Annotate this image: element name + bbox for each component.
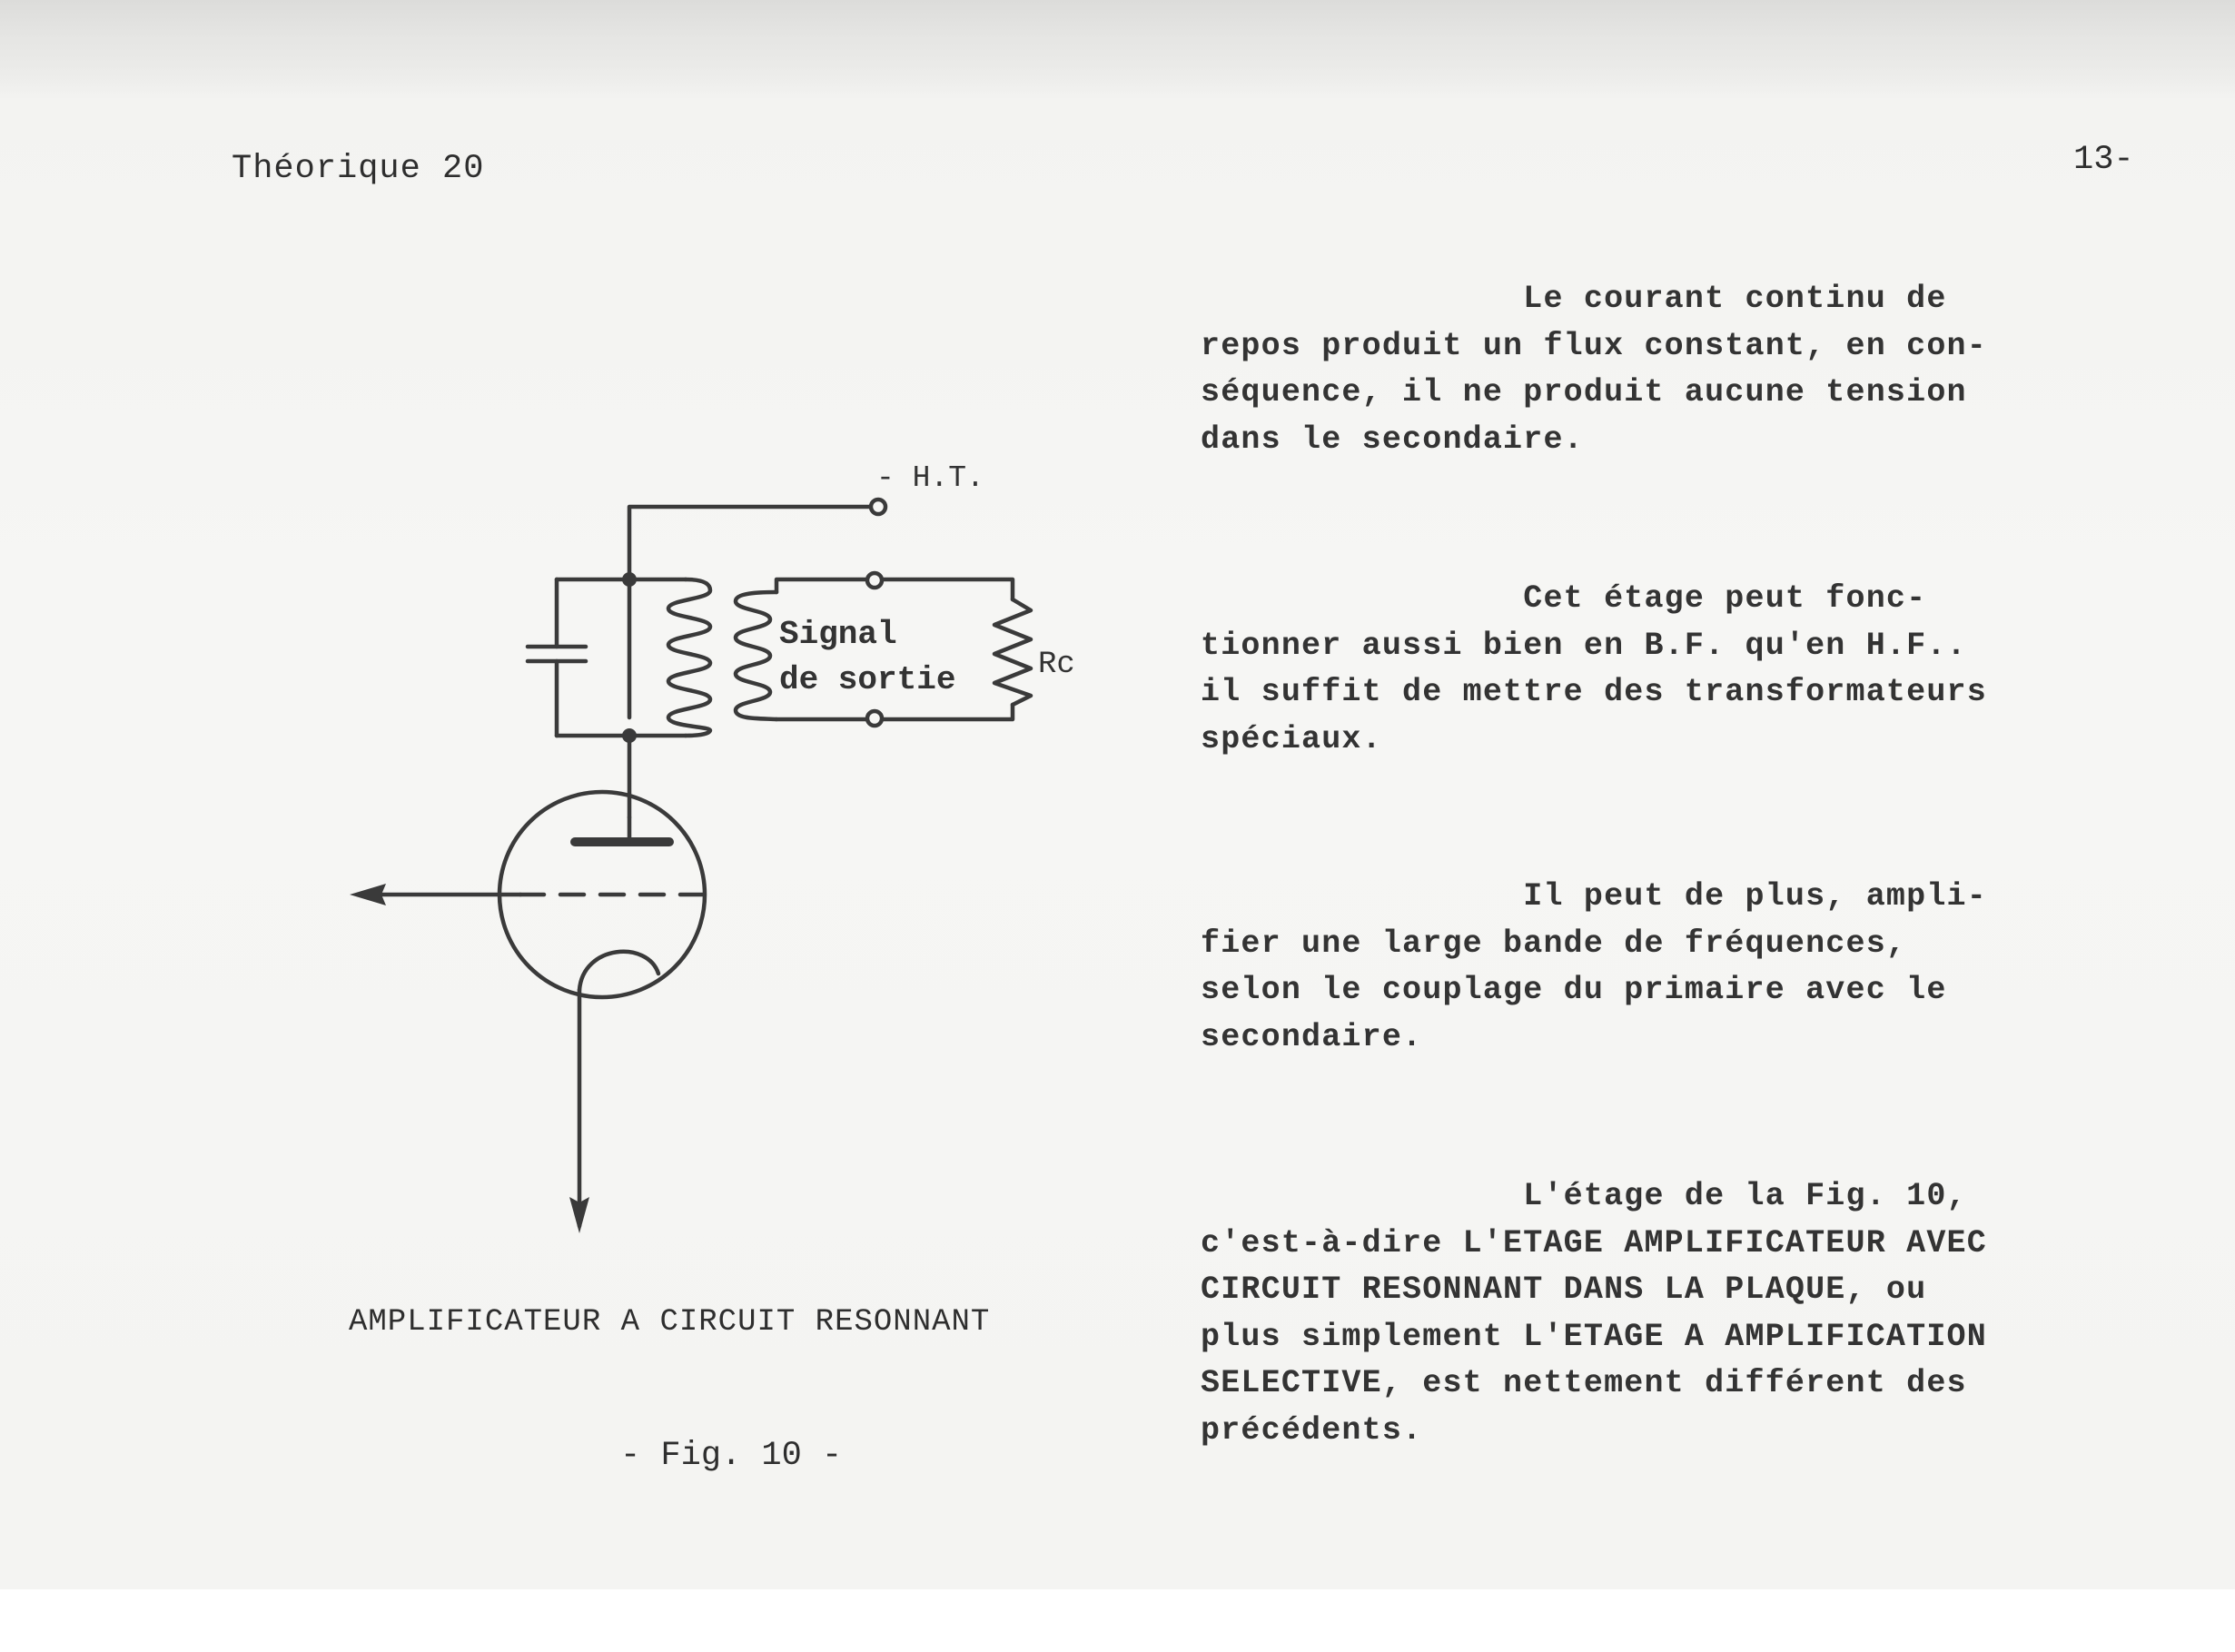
paragraph-line: secondaire.: [1201, 1018, 1423, 1055]
paragraph-line: SELECTIVE, est nettement différent des: [1201, 1365, 1967, 1401]
figure-title: AMPLIFICATEUR A CIRCUIT RESONNANT: [349, 1305, 991, 1340]
paragraph-3: [1201, 874, 2181, 1061]
paragraph-line: CIRCUIT RESONNANT DANS LA PLAQUE, ou: [1201, 1271, 1927, 1308]
paragraph-line: Il peut de plus, ampli-: [1201, 878, 1987, 915]
output-bottom-terminal: [867, 711, 882, 726]
tube-cathode: [579, 952, 658, 990]
load-resistor-rc: [994, 599, 1031, 705]
junction-top: [622, 572, 637, 587]
running-header: Théorique 20: [232, 150, 485, 188]
paragraph-line: plus simplement L'ETAGE A AMPLIFICATION: [1201, 1318, 1987, 1355]
paragraph-line: fier une large bande de fréquences,: [1201, 925, 1907, 962]
secondary-coil: [736, 592, 776, 719]
paragraph-line: dans le secondaire.: [1201, 420, 1584, 458]
signal-label-line2: de sortie: [779, 661, 956, 698]
paragraph-4: [1201, 1173, 2181, 1454]
ht-terminal: [871, 500, 885, 514]
paragraph-line: Le courant continu de: [1201, 281, 1947, 317]
paragraph-line: il suffit de mettre des transformateurs: [1201, 674, 1987, 710]
primary-coil: [668, 579, 710, 736]
paragraph-line: spéciaux.: [1201, 720, 1382, 757]
paragraph-2: [1201, 576, 2181, 763]
resonant-amplifier-circuit-diagram: [345, 445, 1108, 1262]
paragraph-line: repos produit un flux constant, en con-: [1201, 327, 1987, 364]
scan-shadow-band: [0, 0, 2235, 100]
paragraph-line: séquence, il ne produit aucune tension: [1201, 374, 1967, 411]
output-top-terminal: [867, 573, 882, 588]
paragraph-line: c'est-à-dire L'ETAGE AMPLIFICATEUR AVEC: [1201, 1224, 1987, 1261]
figure-caption: - Fig. 10 -: [620, 1437, 843, 1475]
paragraph-line: selon le couplage du primaire avec le: [1201, 972, 1947, 1008]
output-top-wire: [776, 579, 1013, 599]
page-number: 13-: [2073, 141, 2134, 179]
paragraph-line: L'étage de la Fig. 10,: [1201, 1178, 1967, 1214]
cathode-arrow-head: [569, 1197, 589, 1233]
signal-label-line1: Signal: [779, 616, 897, 653]
ht-label: - H.T.: [876, 461, 984, 495]
paragraph-1: [1201, 276, 2181, 463]
paragraph-line: Cet étage peut fonc-: [1201, 580, 1927, 617]
junction-bottom: [622, 728, 637, 743]
input-arrow-head: [350, 884, 386, 905]
paragraph-line: tionner aussi bien en B.F. qu'en H.F..: [1201, 627, 1967, 664]
output-bottom-wire: [776, 705, 1013, 719]
paragraph-line: précédents.: [1201, 1411, 1423, 1449]
rc-label: Rc: [1038, 648, 1075, 682]
